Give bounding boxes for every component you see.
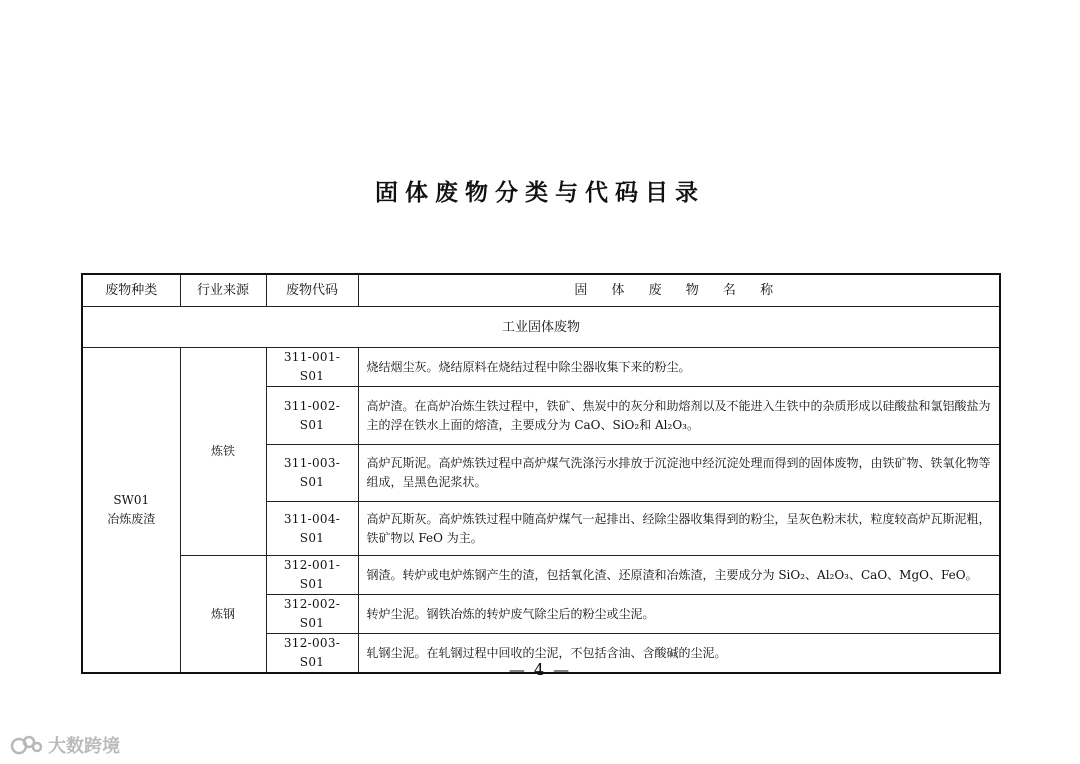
header-source: 行业来源 <box>180 274 266 307</box>
waste-description: 烧结烟尘灰。烧结原料在烧结过程中除尘器收集下来的粉尘。 <box>358 348 1000 387</box>
page-title: 固体废物分类与代码目录 <box>375 180 705 206</box>
waste-code: 312-001-S01 <box>266 556 358 595</box>
table-row <box>82 556 1000 595</box>
brand-logo-icon <box>10 733 44 757</box>
watermark <box>10 732 120 758</box>
category-cell <box>82 348 180 674</box>
category-name: 冶炼废渣 <box>107 512 156 526</box>
waste-code: 311-001-S01 <box>266 348 358 387</box>
waste-description: 轧钢尘泥。在轧钢过程中回收的尘泥，不包括含油、含酸碱的尘泥。 <box>358 634 1000 674</box>
page-number: — 4 — <box>508 660 572 679</box>
table-header-row <box>82 274 1000 307</box>
waste-catalog-table <box>81 273 1001 674</box>
source-cell-ironmaking: 炼铁 <box>180 348 266 556</box>
waste-description: 高炉瓦斯灰。高炉炼铁过程中随高炉煤气一起排出、经除尘器收集得到的粉尘，呈灰色粉末状，粒度较高炉瓦斯泥粗，铁矿物以 FeO 为主。 <box>358 502 1000 556</box>
header-name: 固 体 废 物 名 称 <box>358 274 1000 307</box>
section-row <box>82 307 1000 348</box>
watermark-text: 大数跨境 <box>48 736 120 757</box>
waste-description: 钢渣。转炉或电炉炼钢产生的渣，包括氧化渣、还原渣和冶炼渣，主要成分为 SiO₂、Al₂O₃、CaO、MgO、FeO。 <box>358 556 1000 595</box>
waste-code: 311-004-S01 <box>266 502 358 556</box>
waste-code: 311-003-S01 <box>266 445 358 502</box>
source-cell-steelmaking: 炼钢 <box>180 556 266 674</box>
waste-code: 311-002-S01 <box>266 387 358 445</box>
section-label: 工业固体废物 <box>82 307 1000 348</box>
waste-code: 312-003-S01 <box>266 634 358 674</box>
table-row <box>82 348 1000 387</box>
waste-code: 312-002-S01 <box>266 595 358 634</box>
waste-description: 高炉渣。在高炉冶炼生铁过程中，铁矿、焦炭中的灰分和助熔剂以及不能进入生铁中的杂质形成以硅酸盐和氯铝酸盐为主的浮在铁水上面的熔渣，主要成分为 CaO、SiO₂和 Al₂O₃。 <box>358 387 1000 445</box>
category-code: SW01 <box>113 493 150 507</box>
waste-description: 转炉尘泥。钢铁冶炼的转炉废气除尘后的粉尘或尘泥。 <box>358 595 1000 634</box>
header-category: 废物种类 <box>82 274 180 307</box>
waste-description: 高炉瓦斯泥。高炉炼铁过程中高炉煤气洗涤污水排放于沉淀池中经沉淀处理而得到的固体废物，由铁矿物、铁氧化物等组成，呈黑色泥浆状。 <box>358 445 1000 502</box>
header-code: 废物代码 <box>266 274 358 307</box>
